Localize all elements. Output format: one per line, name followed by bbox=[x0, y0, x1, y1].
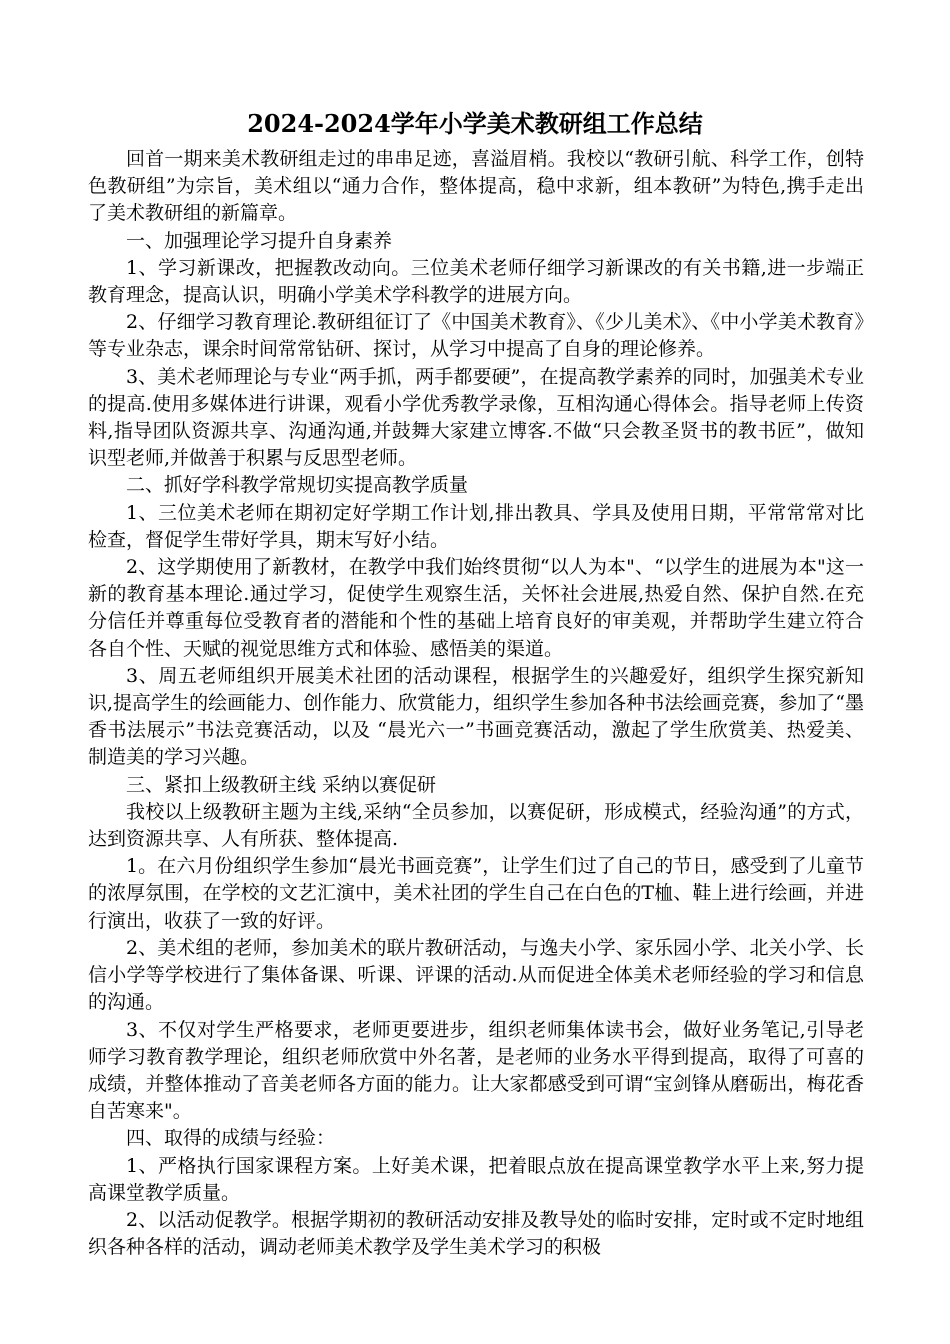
section-heading-4: 四、取得的成绩与经验： bbox=[126, 1127, 336, 1150]
paragraph: 1。在六月份组织学生参加“晨光书画竞赛”，让学生们过了自己的节日，感受到了儿童节的浓厚氛围，在学校的文艺汇演中，美术社团的学生自己在白色的T桖、鞋上进行绘画，并进行演出，收获了一致的好评。 bbox=[88, 855, 864, 932]
paragraph: 我校以上级教研主题为主线,采纳“全员参加，以赛促研，形成模式，经验沟通”的方式，达到资源共享、人有所获、整体提高. bbox=[88, 800, 864, 851]
paragraph: 2、以活动促教学。根据学期初的教研活动安排及教导处的临时安排，定时或不定时地组织各种各样的活动，调动老师美术教学及学生美术学习的积极 bbox=[88, 1208, 864, 1259]
document-title: 2024-2024学年小学美术教研组工作总结 bbox=[247, 109, 703, 138]
paragraph: 3、美术老师理论与专业“两手抓，两手都要硬”，在提高教学素养的同时，加强美术专业的提高.使用多媒体进行讲课，观看小学优秀教学录像，互相沟通心得体会。指导老师上传资料,指导团队资源共享、沟通沟通,并鼓舞大家建立博客.不做“只会教圣贤书的教书匠”，做知识型老师,并做善于积累与反思型老师。 bbox=[88, 365, 864, 470]
paragraph: 1、三位美术老师在期初定好学期工作计划,排出教具、学具及使用日期，平常常常对比检查，督促学生带好学具，期末写好小结。 bbox=[88, 501, 864, 551]
section-heading-2: 二、抓好学科教学常规切实提高教学质量 bbox=[126, 474, 469, 497]
paragraph: 2、美术组的老师，参加美术的联片教研活动，与逸夫小学、家乐园小学、北关小学、长信小学等学校进行了集体备课、听课、评课的活动.从而促进全体美术老师经验的学习和信息的沟通。 bbox=[88, 936, 864, 1014]
paragraph: 1、严格执行国家课程方案。上好美术课，把着眼点放在提高课堂教学水平上来,努力提高课堂教学质量。 bbox=[88, 1154, 864, 1204]
paragraph: 2、这学期使用了新教材，在教学中我们始终贯彻“以人为本"、“以学生的进展为本"这一新的教育基本理论.通过学习，促使学生观察生活，关怀社会进展,热爱自然、保护自然.在充分信任并尊重每位受教育者的潜能和个性的基础上培育良好的审美观，并帮助学生建立符合各自个性、天赋的视觉思维方式和体验、感悟美的渠道。 bbox=[88, 556, 864, 660]
document-body bbox=[88, 146, 864, 1261]
paragraph: 1、学习新课改，把握教改动向。三位美术老师仔细学习新课改的有关书籍,进一步端正教育理念，提高认识，明确小学美术学科教学的进展方向。 bbox=[88, 256, 864, 307]
paragraph: 3、不仅对学生严格要求，老师更要进步，组织老师集体读书会，做好业务笔记,引导老师学习教育教学理论，组织老师欣赏中外名著，是老师的业务水平得到提高，取得了可喜的成绩，并整体推动了音美老师各方面的能力。让大家都感受到可谓“宝剑锋从磨砺出，梅花香自苦寒来"。 bbox=[88, 1018, 864, 1123]
section-heading-3: 三、紧扣上级教研主线 采纳以赛促研 bbox=[126, 773, 437, 796]
paragraph: 2、仔细学习教育理论.教研组征订了《中国美术教育》、《少儿美术》、《中小学美术教育》等专业杂志，课余时间常常钻研、探讨，从学习中提高了自身的理论修养。 bbox=[88, 311, 864, 361]
paragraph-intro: 回首一期来美术教研组走过的串串足迹，喜溢眉梢。我校以“教研引航、科学工作，创特色教研组”为宗旨，美术组以“通力合作，整体提高，稳中求新，组本教研”为特色,携手走出了美术教研组的新篇章。 bbox=[88, 148, 864, 225]
paragraph: 3、周五老师组织开展美术社团的活动课程，根据学生的兴趣爱好，组织学生探究新知识,提高学生的绘画能力、创作能力、欣赏能力，组织学生参加各种书法绘画竞赛，参加了“墨香书法展示”书法竞赛活动，以及 “晨光六一”书画竞赛活动，激起了学生欣赏美、热爱美、制造美的学习兴趣。 bbox=[88, 664, 864, 769]
section-heading-1: 一、加强理论学习提升自身素养 bbox=[126, 229, 393, 252]
